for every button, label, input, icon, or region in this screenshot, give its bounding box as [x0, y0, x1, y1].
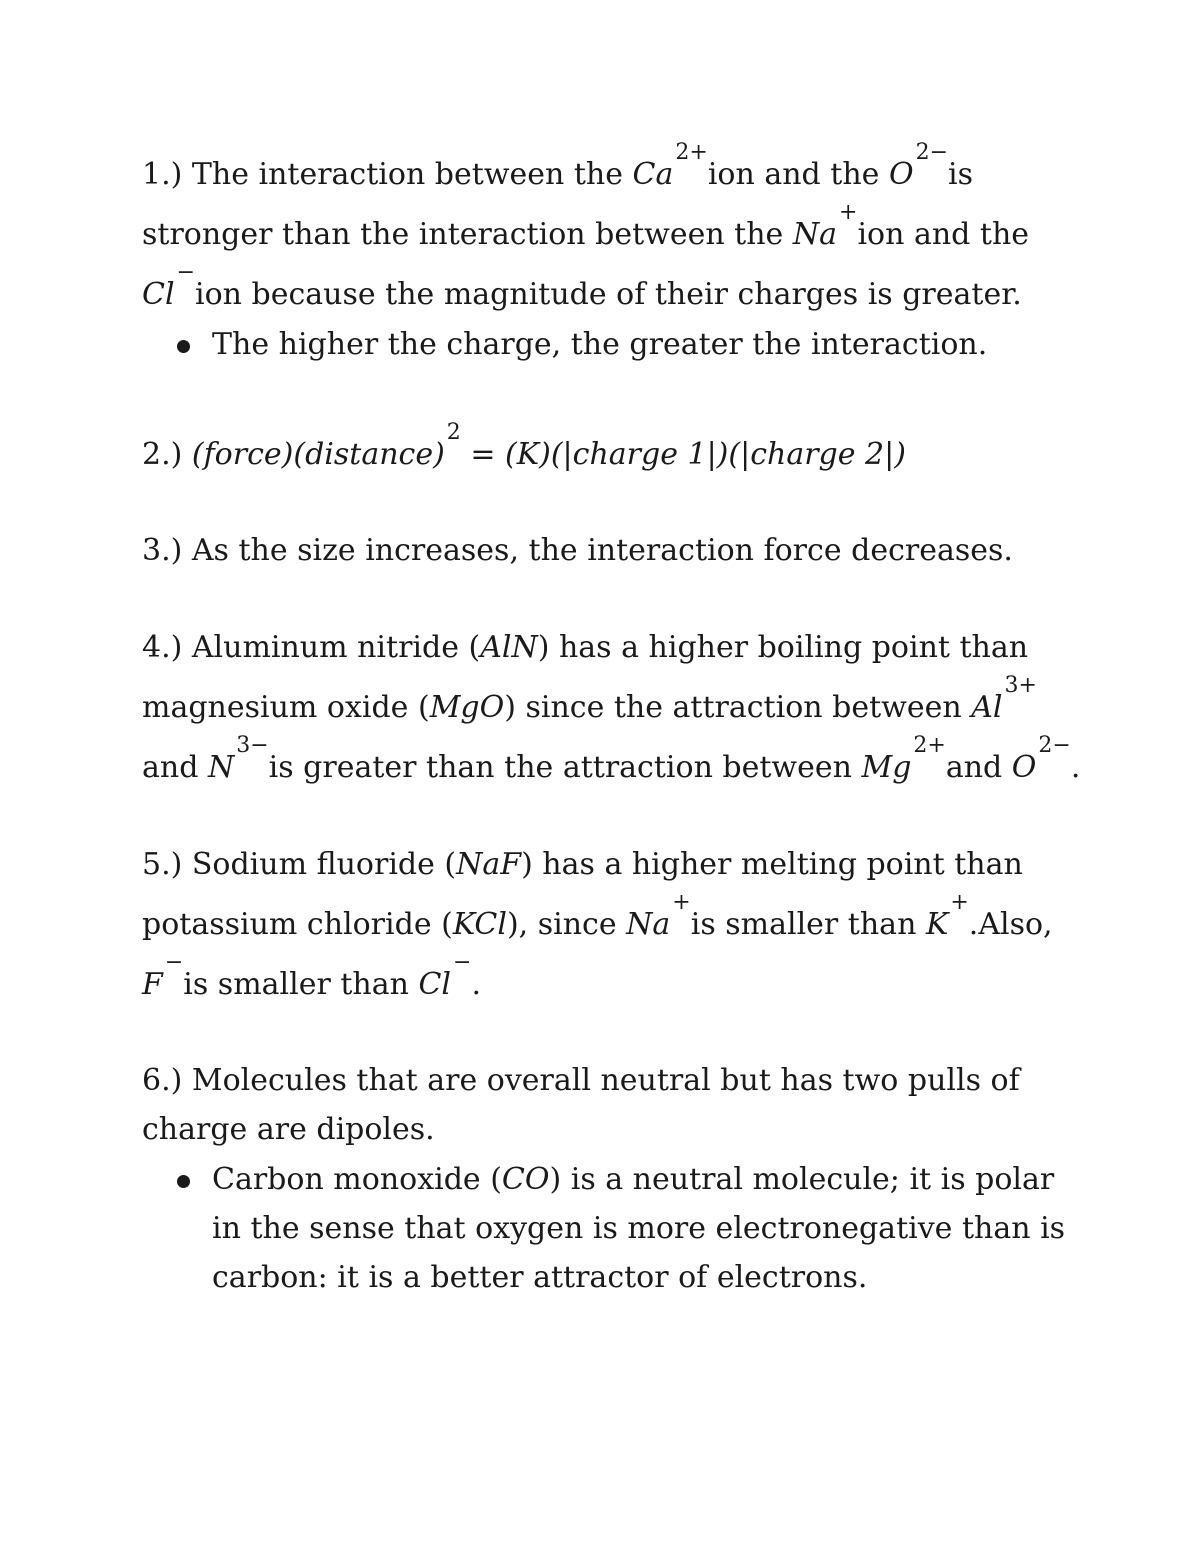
text: ion and the [857, 217, 1030, 252]
equation-term: (K) [505, 437, 551, 472]
answer-4-line-2 [142, 673, 1037, 725]
answer-6-line-1 [142, 1063, 1020, 1098]
text: stronger than the interaction between the [142, 217, 793, 252]
ion-symbol: Cl [142, 277, 175, 312]
answer-6-bullet-line-2 [212, 1211, 1066, 1246]
text: . [471, 967, 482, 1002]
text: .Also, [968, 907, 1053, 942]
text: Carbon monoxide ( [212, 1162, 502, 1197]
ion-symbol: F [142, 967, 163, 1002]
answer-6-bullet-line-3 [212, 1260, 868, 1295]
text: in the sense that oxygen is more electronegative than is [212, 1211, 1066, 1246]
text: ) since the attraction between [504, 690, 972, 725]
ion-symbol: N [207, 750, 235, 785]
formula: KCl [452, 907, 507, 942]
ion-charge: 3− [236, 733, 269, 758]
text: 4.) Aluminum nitride ( [142, 630, 481, 665]
text: ) has a higher boiling point than [537, 630, 1029, 665]
text: 5.) Sodium fluoride ( [142, 847, 457, 882]
ion-charge: 2+ [913, 733, 946, 758]
ion-symbol: Ca [632, 157, 674, 192]
answer-5-line-1 [142, 847, 1023, 882]
equation-term: (|charge 1|) [550, 437, 729, 472]
answer-1-bullet [212, 327, 988, 362]
answer-1-line-1 [142, 140, 974, 192]
ion-symbol: Mg [861, 750, 912, 785]
ion-charge: 2+ [675, 140, 708, 165]
text: is smaller than [690, 907, 926, 942]
answer-2-equation [142, 420, 906, 472]
equation-term: (|charge 2|) [728, 437, 906, 472]
answer-5-line-3 [142, 950, 482, 1002]
ion-charge: 3+ [1004, 673, 1037, 698]
equals-sign: = [460, 437, 505, 472]
text: is smaller than [183, 967, 419, 1002]
text: charge are dipoles. [142, 1112, 435, 1147]
ion-charge: + [672, 890, 691, 915]
equation-term: (force) [191, 437, 294, 472]
answer-1-line-3 [142, 260, 1022, 312]
answer-6-bullet-line-1 [212, 1162, 1055, 1197]
formula: MgO [429, 690, 505, 725]
answer-4-line-1 [142, 630, 1029, 665]
formula: AlN [480, 630, 538, 665]
text: ion and the [707, 157, 889, 192]
ion-symbol: Na [792, 217, 837, 252]
answer-5-line-2 [142, 890, 1053, 942]
ion-symbol: Na [626, 907, 671, 942]
ion-charge: − [176, 260, 195, 285]
ion-symbol: O [888, 157, 914, 192]
formula: CO [501, 1162, 550, 1197]
text: ion because the magnitude of their charges is greater. [195, 277, 1022, 312]
ion-symbol: Al [971, 690, 1003, 725]
ion-symbol: O [1011, 750, 1037, 785]
answer-4-line-3 [142, 733, 1081, 785]
ion-charge: − [453, 950, 472, 975]
ion-charge: 2− [1038, 733, 1071, 758]
text: and [142, 750, 208, 785]
bullet-icon [177, 340, 190, 353]
text: . [1070, 750, 1081, 785]
answer-3-line-1 [142, 533, 1013, 568]
ion-symbol: K [925, 907, 949, 942]
text: ) has a higher melting point than [521, 847, 1023, 882]
text: 6.) Molecules that are overall neutral but has two pulls of [142, 1063, 1020, 1098]
formula: NaF [456, 847, 522, 882]
text: magnesium oxide ( [142, 690, 430, 725]
answer-6-line-2 [142, 1112, 435, 1147]
text: ), since [506, 907, 627, 942]
answer-1-line-2 [142, 200, 1030, 252]
bullet-icon [177, 1175, 190, 1188]
exponent: 2 [446, 420, 461, 445]
ion-charge: − [164, 950, 184, 975]
text: ) is a neutral molecule; it is polar [549, 1162, 1055, 1197]
bullet-text: The higher the charge, the greater the interaction. [212, 327, 988, 362]
number: 2.) [142, 437, 192, 472]
text: 3.) As the size increases, the interaction force decreases. [142, 533, 1013, 568]
ion-charge: 2− [915, 140, 949, 165]
ion-charge: + [839, 200, 858, 225]
text: potassium chloride ( [142, 907, 453, 942]
text: is [948, 157, 974, 192]
ion-charge: + [950, 890, 969, 915]
text: is greater than the attraction between [268, 750, 862, 785]
text: carbon: it is a better attractor of electrons. [212, 1260, 868, 1295]
text: 1.) The interaction between the [142, 157, 633, 192]
text: and [945, 750, 1012, 785]
ion-symbol: Cl [418, 967, 452, 1002]
equation-term: (distance) [293, 437, 445, 472]
